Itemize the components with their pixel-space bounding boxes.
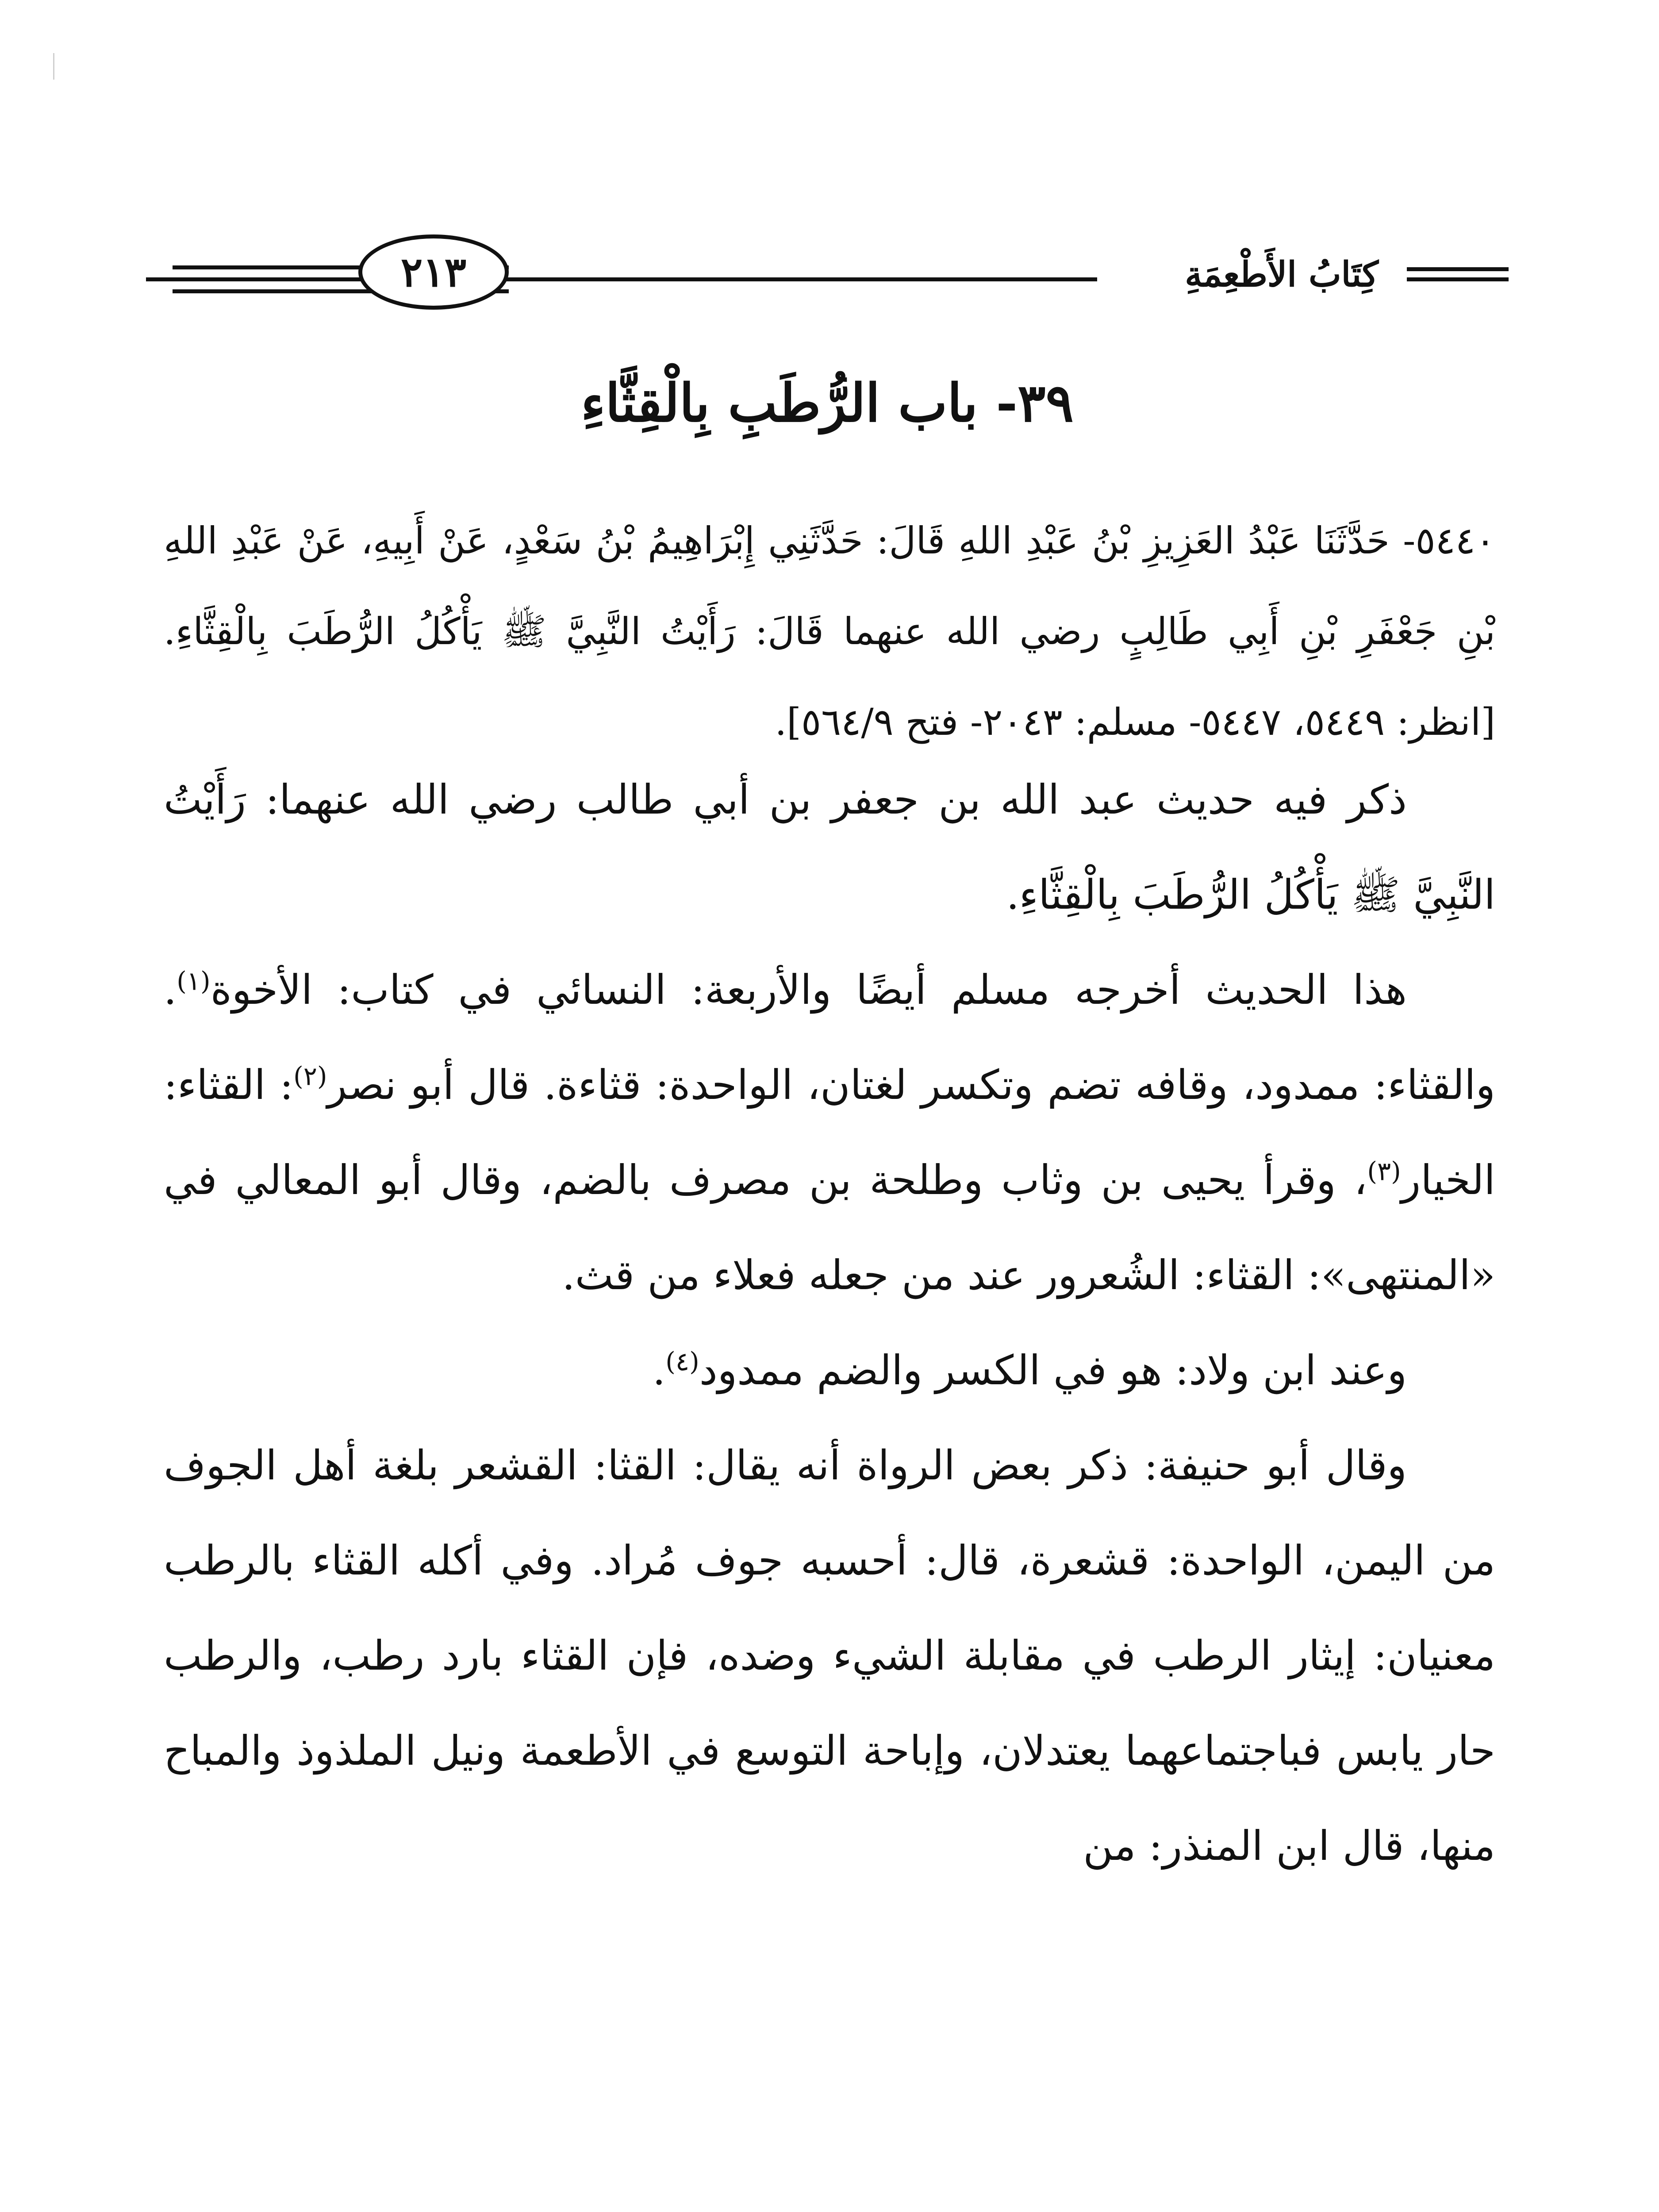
commentary-text: ، وقرأ يحيى بن وثاب وطلحة بن مصرف بالضم، وقال أبو المعالي في «المنتهى»: القثاء: الشُعرور عند من جعله فعلاء من قث.	[164, 1156, 1495, 1299]
header-rule	[1407, 277, 1509, 281]
commentary-paragraph	[164, 1323, 1495, 1418]
header-rules	[146, 257, 1097, 301]
hadith-body: ٥٤٤٠- حَدَّثَنَا عَبْدُ العَزِيزِ بْنُ عَبْدِ اللهِ قَالَ: حَدَّثَنِي إِبْرَاهِيمُ بْنُ سَعْدٍ، عَنْ أَبِيهِ، عَنْ عَبْدِ اللهِ بْنِ جَعْفَرِ بْنِ أَبِي طَالِبٍ رضي الله عنهما قَالَ: رَأَيْتُ النَّبِيَّ ﷺ يَأْكُلُ الرُّطَبَ بِالْقِثَّاءِ. [انظر: ٥٤٤٩، ٥٤٤٧- مسلم: ٢٠٤٣- فتح ٥٦٤/٩].	[164, 519, 1495, 744]
header-rule	[146, 277, 1097, 281]
commentary-paragraph	[164, 1418, 1495, 1893]
chapter-heading: ٣٩- باب الرُّطَبِ بِالْقِثَّاءِ	[581, 372, 1074, 434]
scan-margin-mark	[53, 53, 54, 80]
hadith-text	[164, 495, 1495, 768]
book-title: كِتَابُ الأَطْعِمَةِ	[1185, 254, 1379, 295]
footnote-ref[interactable]: (٤)	[665, 1346, 699, 1377]
commentary-text: . والقثاء: ممدود، وقافه تضم وتكسر لغتان، الواحدة: قثاءة. قال أبو نصر	[164, 966, 1495, 1109]
commentary-text: وقال أبو حنيفة: ذكر بعض الرواة أنه يقال: القثا: القشعر بلغة أهل الجوف من اليمن، الواحدة: قشعرة، قال: أحسبه جوف مُراد. وفي أكله القثاء بالرطب معنيان: إيثار الرطب في مقابلة الشيء وضده، فإن القثاء بارد رطب، والرطب حار يابس فباجتماعهما يعتدلان، وإباحة التوسع في الأطعمة ونيل الملذوذ والمباح منها، قال ابن المنذر: من	[164, 1442, 1495, 1870]
header-title-group	[1174, 248, 1509, 301]
page-number-oval	[358, 234, 509, 310]
page-number: ٢١٣	[400, 248, 467, 296]
commentary-text: .	[653, 1347, 666, 1394]
commentary	[164, 752, 1495, 1893]
footnote-ref[interactable]: (٣)	[1367, 1156, 1401, 1187]
commentary-text: وعند ابن ولاد: هو في الكسر والضم ممدود	[699, 1347, 1407, 1394]
commentary-paragraph	[164, 752, 1495, 942]
header-rule	[1407, 267, 1509, 271]
commentary-text: : القثاء: الخيار	[164, 1061, 1495, 1204]
header-title-rules	[1407, 261, 1509, 288]
header-ornament	[146, 230, 1097, 319]
commentary-paragraph	[164, 942, 1495, 1323]
commentary-text: ذكر فيه حديث عبد الله بن جعفر بن أبي طالب رضي الله عنهما: رَأَيْتُ النَّبِيَّ ﷺ يَأْكُلُ الرُّطَبَ بِالْقِثَّاءِ.	[164, 776, 1495, 918]
footnote-ref[interactable]: (٢)	[293, 1061, 327, 1091]
footnote-ref[interactable]: (١)	[177, 966, 211, 996]
commentary-text: هذا الحديث أخرجه مسلم أيضًا والأربعة: النسائي في كتاب: الأخوة	[210, 966, 1407, 1014]
page-header	[146, 230, 1509, 319]
